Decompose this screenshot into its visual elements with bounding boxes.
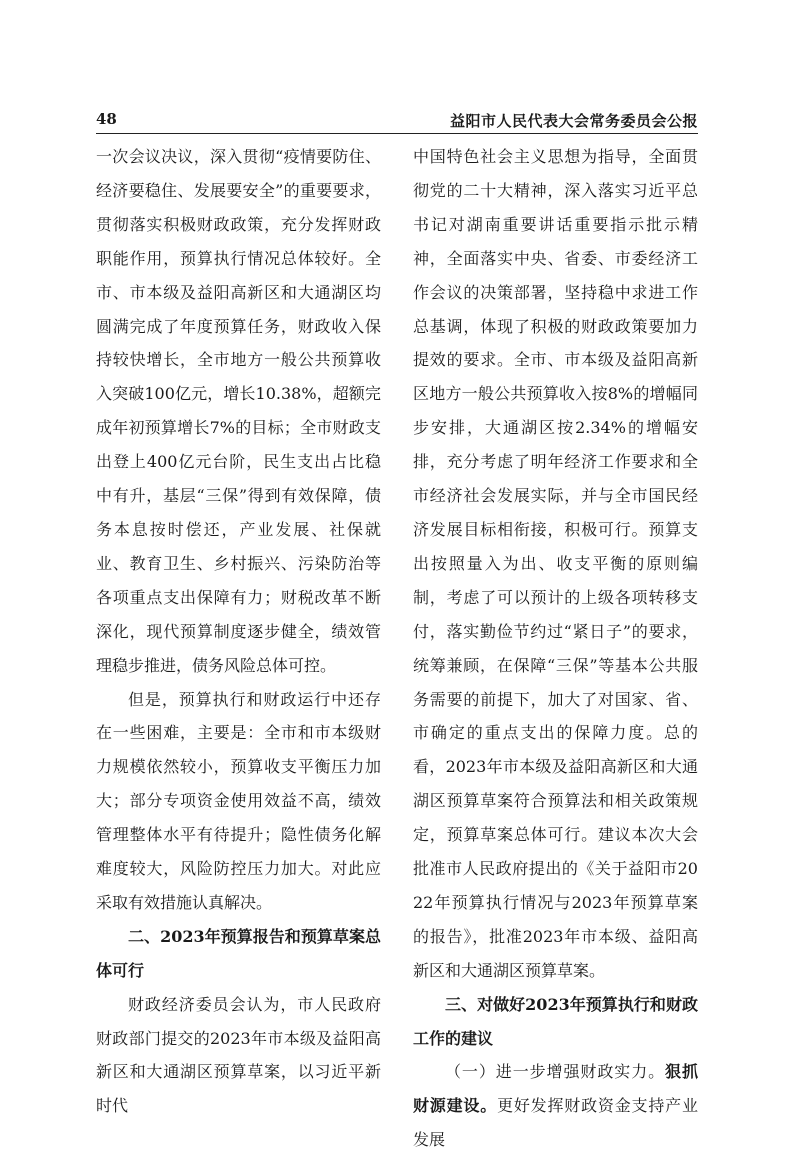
- left-column: [96, 140, 381, 1123]
- paragraph-committee-view: 财政经济委员会认为，市人民政府财政部门提交的2023年市本级及益阳高新区和大通湖区预算草案，以习近平新时代: [96, 994, 381, 1116]
- header-rule: [96, 133, 698, 134]
- suggestion-text: 更好发挥财政资金支持产业发展: [413, 1096, 698, 1150]
- paragraph-continued-right: 中国特色社会主义思想为指导，全面贯彻党的二十大精神，深入落实习近平总书记对湖南重要讲话重要指示批示精神，全面落实中央、省委、市委经济工作会议的决策部署，坚持稳中求进工作总基调，体现了积极的财政政策要加力提效的要求。全市、市本级及益阳高新区地方一般公共预算收入按8%的增幅同步安排，大通湖区按2.34%的增幅安排，充分考虑了明年经济工作要求和全市经济社会发展实际，并与全市国民经济发展目标相衔接，积极可行。预算支出按照量入为出、收支平衡的原则编制，考虑了可以预计的上级各项转移支付，落实勤俭节约过“紧日子”的要求，统筹兼顾，在保障“三保”等基本公共服务需要的前提下，加大了对国家、省、市确定的重点支出的保障力度。总的看，2023年市本级及益阳高新区和大通湖区预算草案符合预算法和相关政策规定，预算草案总体可行。建议本次大会批准市人民政府提出的《关于益阳市2022年预算执行情况与2023年预算草案的报告》，批准2023年市本级、益阳高新区和大通湖区预算草案。: [413, 147, 698, 980]
- subheading-1: （一）进一步增强财政实力。: [445, 1062, 666, 1082]
- right-column: [413, 140, 698, 1157]
- section-heading-2: 二、2023年预算报告和预算草案总体可行: [96, 926, 381, 980]
- paragraph-difficulties: 但是，预算执行和财政运行中还存在一些困难，主要是：全市和市本级财力规模依然较小，预算收支平衡压力加大；部分专项资金使用效益不高，绩效管理整体水平有待提升；隐性债务化解难度较大，风险防控压力加大。对此应采取有效措施认真解决。: [96, 689, 381, 912]
- paragraph-suggestion-1: [413, 1055, 698, 1157]
- section-heading-3: 三、对做好2023年预算执行和财政工作的建议: [413, 994, 698, 1048]
- page-header: [96, 110, 698, 132]
- page-number: 48: [96, 110, 117, 128]
- journal-title: 益阳市人民代表大会常务委员会公报: [449, 112, 698, 130]
- bold-lead: 狠抓财源建设。: [413, 1062, 698, 1116]
- paragraph-continued: 一次会议决议，深入贯彻“疫情要防住、经济要稳住、发展要安全”的重要要求，贯彻落实积极财政政策，充分发挥财政职能作用，预算执行情况总体较好。全市、市本级及益阳高新区和大通湖区均圆满完成了年度预算任务，财政收入保持较快增长，全市地方一般公共预算收入突破100亿元，增长10.38%，超额完成年初预算增长7%的目标；全市财政支出登上400亿元台阶，民生支出占比稳中有升，基层“三保”得到有效保障，债务本息按时偿还，产业发展、社保就业、教育卫生、乡村振兴、污染防治等各项重点支出保障有力；财税改革不断深化，现代预算制度逐步健全，绩效管理稳步推进，债务风险总体可控。: [96, 147, 381, 675]
